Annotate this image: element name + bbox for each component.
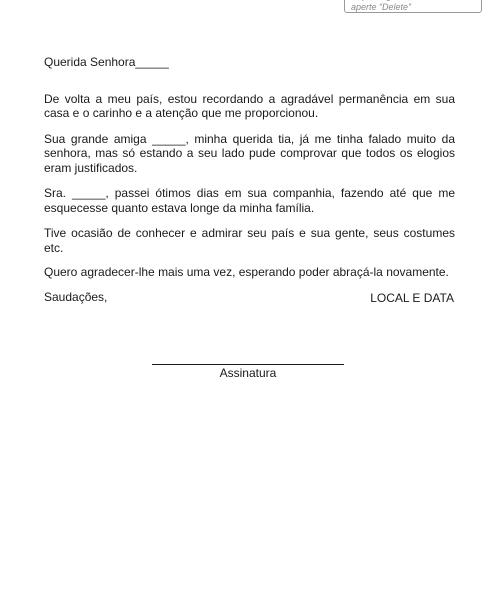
signature-label: Assinatura (219, 366, 277, 380)
letter-paragraph: Sra. _____, passei ótimos dias em sua companhia, fazendo até que me esquecesse quanto estava longe da minha família. (44, 186, 455, 215)
letter-body (44, 55, 455, 304)
letter-greeting: Querida Senhora_____ (44, 55, 169, 69)
letter-paragraph: Quero agradecer-lhe mais uma vez, esperando poder abraçá-la novamente. (44, 265, 449, 279)
instruction-note-line: aperte “Delete” (351, 2, 412, 12)
letter-paragraph: De volta a meu país, estou recordando a agradável permanência em sua casa e o carinho e a atenção que me proporcionou. (44, 91, 455, 120)
signature-line (152, 364, 344, 365)
instruction-note (344, 0, 482, 13)
letter-paragraph: Sua grande amiga _____, minha querida tia, já me tinha falado muito da senhora, mas só estando a seu lado pude comprovar que todos os elogios eram justificados. (44, 131, 455, 175)
letter-paragraph: Tive ocasião de conhecer e admirar seu país e sua gente, seus costumes etc. (44, 226, 455, 255)
letter-closing: Saudações, (44, 289, 108, 304)
local-and-date: LOCAL E DATA (370, 291, 454, 305)
